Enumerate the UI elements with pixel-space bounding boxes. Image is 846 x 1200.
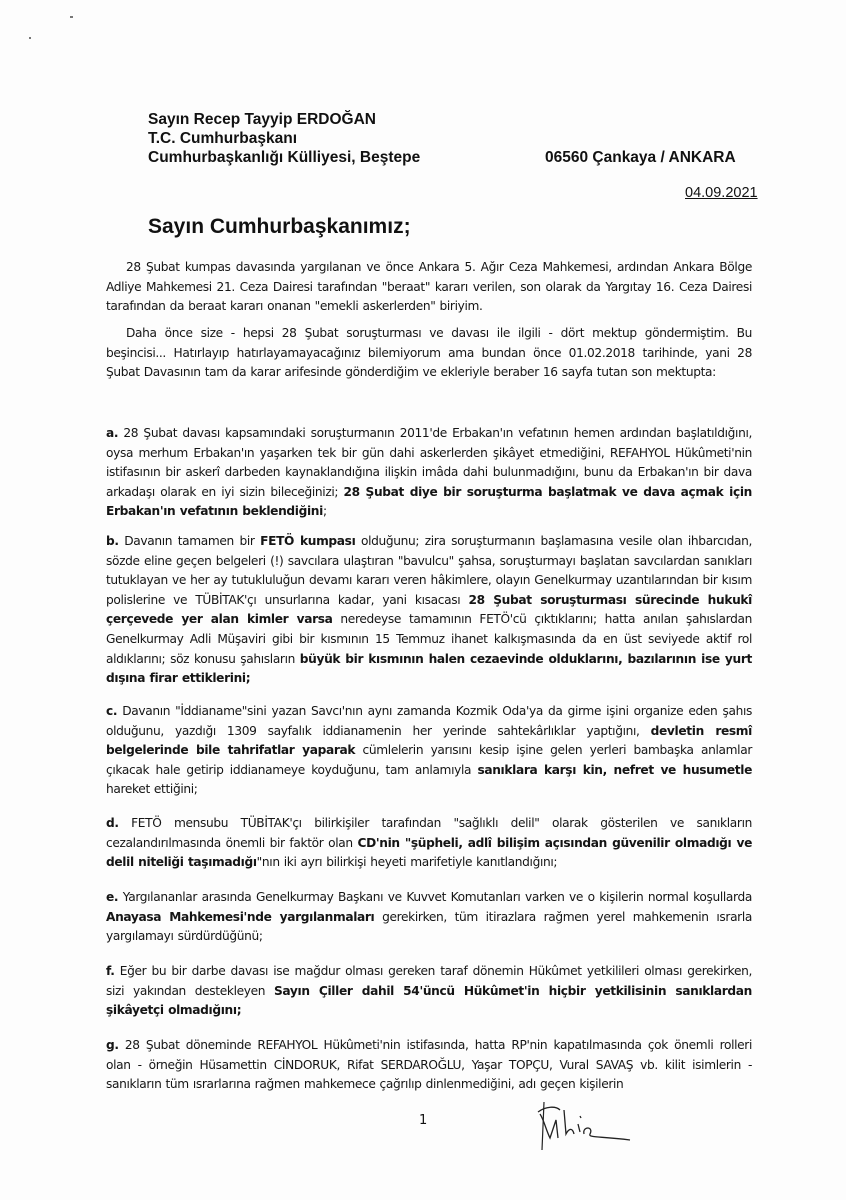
item-a [106,424,752,522]
item-emphasis: Sayın Çiller dahil 54'üncü Hükûmet'in hiçbir yetkilisinin sanıklardan şikâyetçi olmadığını; [106,983,752,1018]
scan-speck [70,16,73,18]
item-emphasis: Anayasa Mahkemesi'nde yargılanmaları [106,909,375,924]
item-f [106,962,752,1021]
item-emphasis: 28 Şubat diye bir soruşturma başlatmak ve dava açmak için Erbakan'ın vefatının beklendiğini [106,484,752,519]
item-label: g. [106,1038,119,1052]
recipient-name: Sayın Recep Tayyip ERDOĞAN [148,111,376,128]
page-number: 1 [419,1113,428,1128]
item-text: FETÖ mensubu TÜBİTAK'çı bilirkişiler tarafından "sağlıklı delil" olarak gösterilen ve sanıkların cezalandırılmasında önemli bir faktör olan [106,816,752,850]
item-text: neredeyse tamamının FETÖ'cü çıktıklarını; hatta anılan şahıslardan Genelkurmay Adli Müşaviri gibi bir kısmının 15 Temmuz ihanet kalkışmasında da en üst seviyede aktif rol aldıklarını; söz konusu şahısların [106,612,752,666]
item-text: 28 Şubat davası kapsamındaki soruşturmanın 2011'de Erbakan'ın vefatının hemen ardından başlatıldığını, oysa merhum Erbakan'ın yaşarken tek bir gün dahi askerlerden şikâyet etmediğini, REFAHYOL Hükûmeti'nin istifasının bir askerî darbeden kaynaklandığına ilişkin imâda dahi bulunmadığını, bunu da Erbakan'ın bir dava arkadaşı olarak en iyi sizin bileceğinizi; [106,426,752,499]
paragraph-previous-letters [106,324,752,383]
item-g [106,1036,752,1095]
item-emphasis: devletin resmî belgelerinde bile tahrifatlar yaparak [106,723,752,758]
recipient-city: 06560 Çankaya / ANKARA [545,149,736,166]
item-text: hareket ettiğini; [106,782,198,797]
recipient-address [148,110,420,167]
item-c [106,702,752,800]
item-text: cümlelerin yarısını kesip işine gelen yerleri bambaşka anlamlar çıkacak hale getirip iddianameye koyduğunu, tam anlamıyla [106,743,752,777]
paragraph-text: Daha önce size - hepsi 28 Şubat soruşturması ve davası ile ilgili - dört mektup göndermiştim. Bu beşincisi... Hatırlayıp hatırlayamayacağınız bilemiyorum ama bundan önce 01.02.2018 tarihinde, yani 28 Şubat Davasının tam da karar arifesinde gönderdiğim ve ekleriyle beraber 16 sayfa tutan son mektupta: [106,326,752,380]
item-emphasis: 28 Şubat soruşturması sürecinde hukukî çerçevede yer alan kimler varsa [106,592,753,627]
item-text: Eğer bu bir darbe davası ise mağdur olması gereken taraf dönemin Hükûmet yetkilileri olması gerekirken, sizi yakından destekleyen [106,964,752,998]
item-text: Yargılananlar arasında Genelkurmay Başkanı ve Kuvvet Komutanları varken ve o kişilerin normal koşullarda [118,890,752,904]
item-e [106,888,752,947]
item-label: f. [106,964,115,978]
item-text: "nın iki ayrı bilirkişi heyeti marifetiyle kanıtlandığını; [256,855,558,870]
item-label: d. [106,816,119,830]
item-text: Davanın tamamen bir [118,534,261,548]
item-d [106,814,752,873]
item-label: c. [106,704,118,718]
scan-speck [29,37,31,39]
item-label: a. [106,426,119,440]
item-text: ; [322,504,327,519]
item-emphasis: CD'nin "şüpheli, adlî bilişim açısından güvenilir olmadığı ve delil niteliği taşımadığı [106,835,752,870]
item-text: olduğunu; zira soruşturmanın başlamasına vesile olan ihbarcıdan, sözde eline geçen belgeleri (!) savcılara ulaştıran "bavulcu" şahsa, soruşturmayı başlatan savcılardan sanıkları tutuklayan ve her ay tutukluluğun devamı kararı veren hâkimlere, olayın Genelkurmay uzantılarından bir kısım polislerine ve TÜBİTAK'çı unsurlarına kadar, yani kısacası [106,534,752,607]
item-emphasis: FETÖ kumpası [260,534,356,548]
item-text: 28 Şubat döneminde REFAHYOL Hükûmeti'nin istifasında, hatta RP'nin kapatılmasında çok önemli rolleri olan - örneğin Hüsamettin CİNDORUK, Rifat SERDAROĞLU, Yaşar TOPÇU, Vural SAVAŞ vb. kilit isimlerin - sanıkların tüm ısrarlarına rağmen mahkemece çağrılıp dinlenmediğini, adı geçen kişilerin [106,1038,752,1092]
item-b [106,532,752,689]
paragraph-text: 28 Şubat kumpas davasında yargılanan ve önce Ankara 5. Ağır Ceza Mahkemesi, ardından Ankara Bölge Adliye Mahkemesi 21. Ceza Dairesi tarafından "beraat" kararı verilen, son olarak da Yargıtay 16. Ceza Dairesi tarafından da beraat kararı onanan "emekli askerlerden" biriyim. [106,260,752,314]
item-label: b. [106,534,119,548]
letter-date: 04.09.2021 [685,185,758,201]
item-text: Davanın "İddianame"sini yazan Savcı'nın aynı zamanda Kozmik Oda'ya da girme işini organize eden şahıs olduğunu, yazdığı 1309 sayfalık iddianamenin her yerinde sahtekârlıklar yaptığını, [106,704,752,738]
recipient-title: T.C. Cumhurbaşkanı [148,130,297,147]
item-label: e. [106,890,119,904]
item-text: gerekirken, tüm itirazlara rağmen yerel mahkemenin ısrarla yargılamayı sürdürdüğünü; [106,909,753,944]
recipient-location: Cumhurbaşkanlığı Külliyesi, Beştepe [148,149,421,166]
signature-icon [530,1100,640,1160]
paragraph-intro [106,258,752,317]
item-emphasis: büyük bir kısmının halen cezaevinde olduklarını, bazılarının ise yurt dışına firar ettiklerini; [106,651,752,686]
salutation: Sayın Cumhurbaşkanımız; [148,215,411,238]
item-emphasis: sanıklara karşı kin, nefret ve husumetle [477,762,752,777]
